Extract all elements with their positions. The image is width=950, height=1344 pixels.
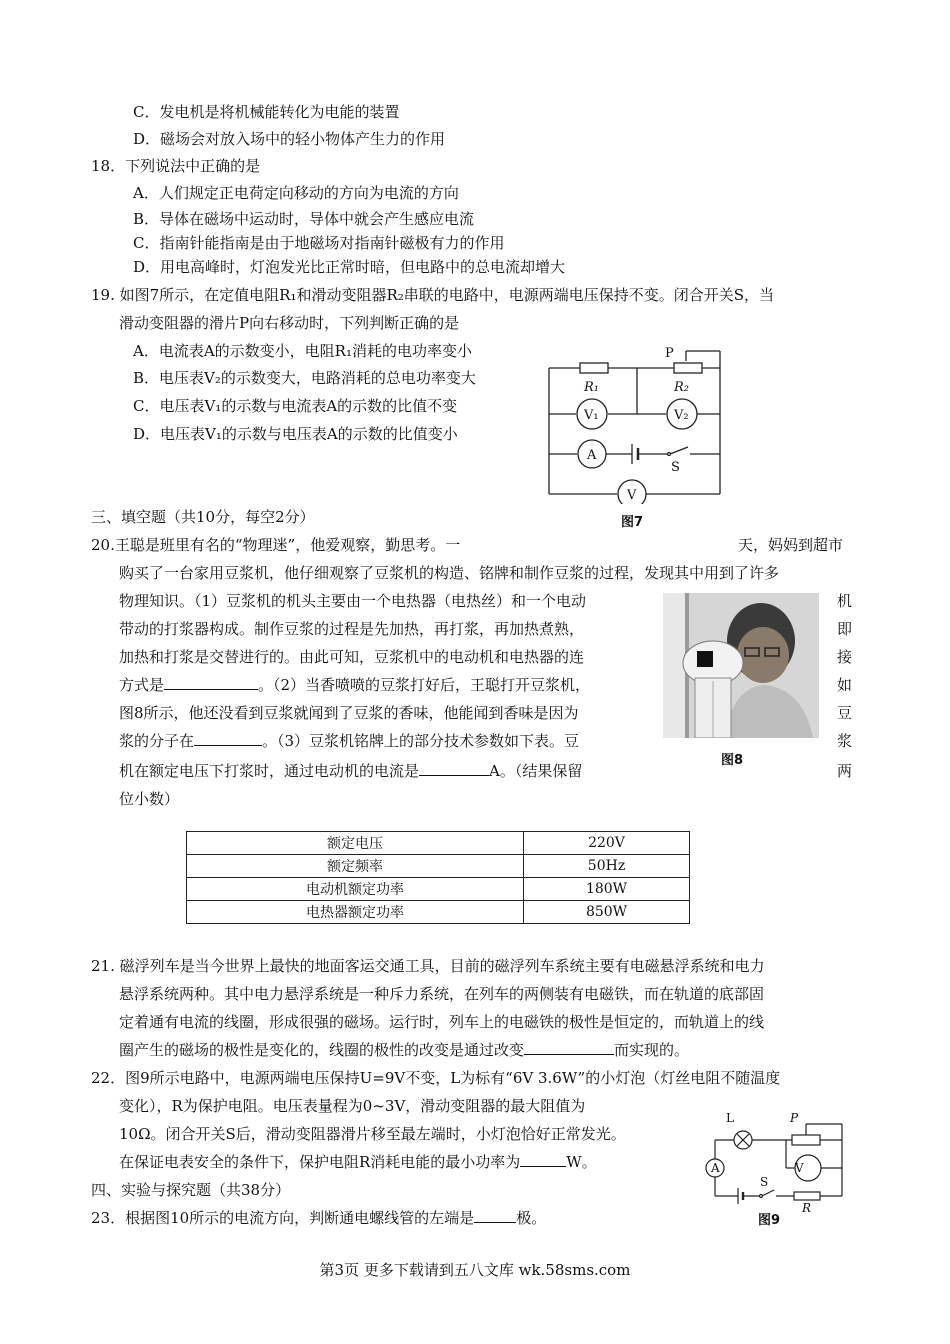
q20-line5-right: 接: [837, 648, 853, 666]
q19-option-c: C．电压表V₁的示数与电流表A的示数的比值不变: [133, 397, 458, 415]
q23-blank[interactable]: [474, 1208, 516, 1223]
section-3-heading: 三、填空题（共10分，每空2分）: [91, 508, 315, 526]
q21-line3: 定着通有电流的线圈，形成很强的磁场。运行时，列车上的电磁铁的极性是恒定的，而轨道上的线: [119, 1013, 765, 1031]
page-footer: 第3页 更多下载请到五八文库 wk.58sms.com: [319, 1261, 631, 1279]
q22-line4-end: W。: [566, 1153, 597, 1171]
q17-option-c: C．发电机是将机械能转化为电能的装置: [133, 103, 400, 121]
q23-line1-start: 23．根据图10所示的电流方向，判断通电螺线管的左端是: [91, 1209, 475, 1227]
q22-line4-start: 在保证电表安全的条件下，保护电阻R消耗电能的最小功率为: [119, 1153, 521, 1171]
q20-line8: [119, 731, 579, 751]
q20-line9-end: A。（结果保留: [489, 762, 583, 780]
q20-blank-1[interactable]: [164, 675, 258, 690]
table-cell: 850W: [524, 901, 690, 924]
q18-option-b: B．导体在磁场中运动时，导体中就会产生感应电流: [133, 210, 475, 228]
fig7-label-v: V: [627, 488, 637, 503]
q20-line8-right: 浆: [837, 732, 853, 750]
q22-blank[interactable]: [520, 1152, 566, 1167]
resistor-r2: [674, 363, 702, 373]
table-row: [187, 878, 690, 901]
table-cell: 额定电压: [187, 832, 524, 855]
q22-line4: [119, 1152, 597, 1172]
figure-8-photo: [663, 593, 819, 738]
q20-line4: 带动的打浆器构成。制作豆浆的过程是先加热，再打浆，再加热煮熟，: [119, 620, 585, 638]
q20-line6-start: 方式是: [119, 676, 165, 694]
q18-option-a: A．人们规定正电荷定向移动的方向为电流的方向: [133, 184, 459, 202]
protective-resistor-r: [794, 1192, 820, 1200]
q21-line4-end: 而实现的。: [614, 1041, 690, 1059]
spec-table: [186, 831, 690, 924]
table-cell: 220V: [524, 832, 690, 855]
q20-line10: 位小数）: [119, 790, 180, 808]
q19-stem-line2: 滑动变阻器的滑片P向右移动时，下列判断正确的是: [119, 314, 460, 332]
rheostat: [792, 1135, 820, 1145]
q20-line6: [119, 675, 590, 695]
q20-blank-3[interactable]: [419, 761, 489, 776]
fig7-label-v2: V₂: [674, 408, 689, 423]
figure-9-caption: 图9: [758, 1213, 781, 1228]
fig9-label-r: R: [802, 1201, 812, 1213]
q18-option-d: D．用电高峰时，灯泡发光比正常时暗，但电路中的总电流却增大: [133, 258, 566, 276]
table-cell: 电热器额定功率: [187, 901, 524, 924]
figure-7-caption: 图7: [621, 515, 644, 530]
q21-line4-start: 圈产生的磁场的极性是变化的，线圈的极性的改变是通过改变: [119, 1041, 525, 1059]
table-cell: 50Hz: [524, 855, 690, 878]
q22-line1: 22．图9所示电路中，电源两端电压保持U=9V不变，L为标有“6V 3.6W”的小灯泡（灯丝电阻不随温度: [91, 1069, 781, 1087]
q20-line3: 物理知识。（1）豆浆机的机头主要由一个电热器（电热丝）和一个电动: [119, 592, 587, 610]
figure-9-circuit: [698, 1108, 858, 1213]
q17-option-d: D．磁场会对放入场中的轻小物体产生力的作用: [133, 130, 446, 148]
q22-line3: 10Ω。闭合开关S后，滑动变阻器滑片移至最左端时，小灯泡恰好正常发光。: [119, 1125, 626, 1143]
q20-line7: 图8所示，他还没看到豆浆就闻到了豆浆的香味，他能闻到香味是因为: [119, 704, 579, 722]
figure-7-circuit: [540, 344, 730, 504]
table-cell: 额定频率: [187, 855, 524, 878]
fig9-label-a: A: [711, 1161, 720, 1175]
q21-line2: 悬浮系统两种。其中电力悬浮系统是一种斥力系统，在列车的两侧装有电磁铁，而在轨道的底部固: [119, 985, 765, 1003]
fig9-label-p: P: [790, 1111, 799, 1125]
q20-line6-right: 如: [837, 676, 853, 694]
table-row: [187, 901, 690, 924]
q20-line8-start: 浆的分子在: [119, 732, 195, 750]
q20-line8-end: 。（3）豆浆机铭牌上的部分技术参数如下表。豆: [262, 732, 580, 750]
q20-line5: 加热和打浆是交替进行的。由此可知，豆浆机中的电动机和电热器的连: [119, 648, 585, 666]
q20-line3-right: 机: [837, 592, 853, 610]
fig7-label-s: S: [671, 460, 680, 475]
fig9-label-s: S: [760, 1175, 769, 1189]
figure-8-caption: 图8: [721, 753, 744, 768]
fig7-label-r1: R₁: [584, 380, 599, 395]
q22-line2: 变化），R为保护电阻。电压表量程为0~3V，滑动变阻器的最大阻值为: [119, 1097, 586, 1115]
q20-line9-start: 机在额定电压下打浆时，通过电动机的电流是: [119, 762, 420, 780]
q20-line9: [119, 761, 582, 781]
fig9-label-l: L: [726, 1111, 734, 1125]
table-cell: 180W: [524, 878, 690, 901]
fig7-label-v1: V₁: [584, 408, 599, 423]
q19-option-a: A．电流表A的示数变小，电阻R₁消耗的电功率变小: [133, 342, 472, 360]
fig9-label-v: V: [795, 1161, 804, 1175]
q21-blank[interactable]: [524, 1040, 614, 1055]
q20-line1a: 20.王聪是班里有名的“物理迷”，他爱观察，勤思考。一: [91, 536, 461, 554]
table-cell: 电动机额定功率: [187, 878, 524, 901]
q18-option-c: C．指南针能指南是由于地磁场对指南针磁极有力的作用: [133, 234, 505, 252]
q19-option-d: D．电压表V₁的示数与电压表A的示数的比值变小: [133, 425, 458, 443]
q18-stem: 18．下列说法中正确的是: [91, 157, 261, 175]
q21-line1: 21. 磁浮列车是当今世界上最快的地面客运交通工具，目前的磁浮列车系统主要有电磁悬浮系统和电力: [91, 957, 765, 975]
q20-blank-2[interactable]: [194, 731, 262, 746]
q20-line6-end: 。（2）当香喷喷的豆浆打好后，王聪打开豆浆机，: [258, 676, 591, 694]
q19-option-b: B．电压表V₂的示数变大，电路消耗的总电功率变大: [133, 369, 476, 387]
table-row: [187, 855, 690, 878]
q23-line1-end: 极。: [516, 1209, 547, 1227]
q19-stem-line1: 19. 如图7所示，在定值电阻R₁和滑动变阻器R₂串联的电路中，电源两端电压保持不变。闭合开关S，当: [91, 286, 775, 304]
q21-line4: [119, 1040, 689, 1060]
q20-line4-right: 即: [837, 620, 853, 638]
q20-line1b: 天，妈妈到超市: [738, 536, 844, 554]
fig7-label-r2: R₂: [674, 380, 689, 395]
section-4-heading: 四、实验与探究题（共38分）: [91, 1181, 291, 1199]
table-row: [187, 832, 690, 855]
q23-line1: [91, 1208, 546, 1228]
fig7-label-a: A: [587, 448, 597, 463]
q20-line2: 购买了一台家用豆浆机，他仔细观察了豆浆机的构造、铭牌和制作豆浆的过程，发现其中用到了许多: [119, 564, 780, 582]
q20-line9-right: 两: [837, 762, 853, 780]
resistor-r1: [580, 363, 608, 373]
q20-line7-right: 豆: [837, 704, 853, 722]
fig7-label-p: P: [665, 346, 674, 361]
